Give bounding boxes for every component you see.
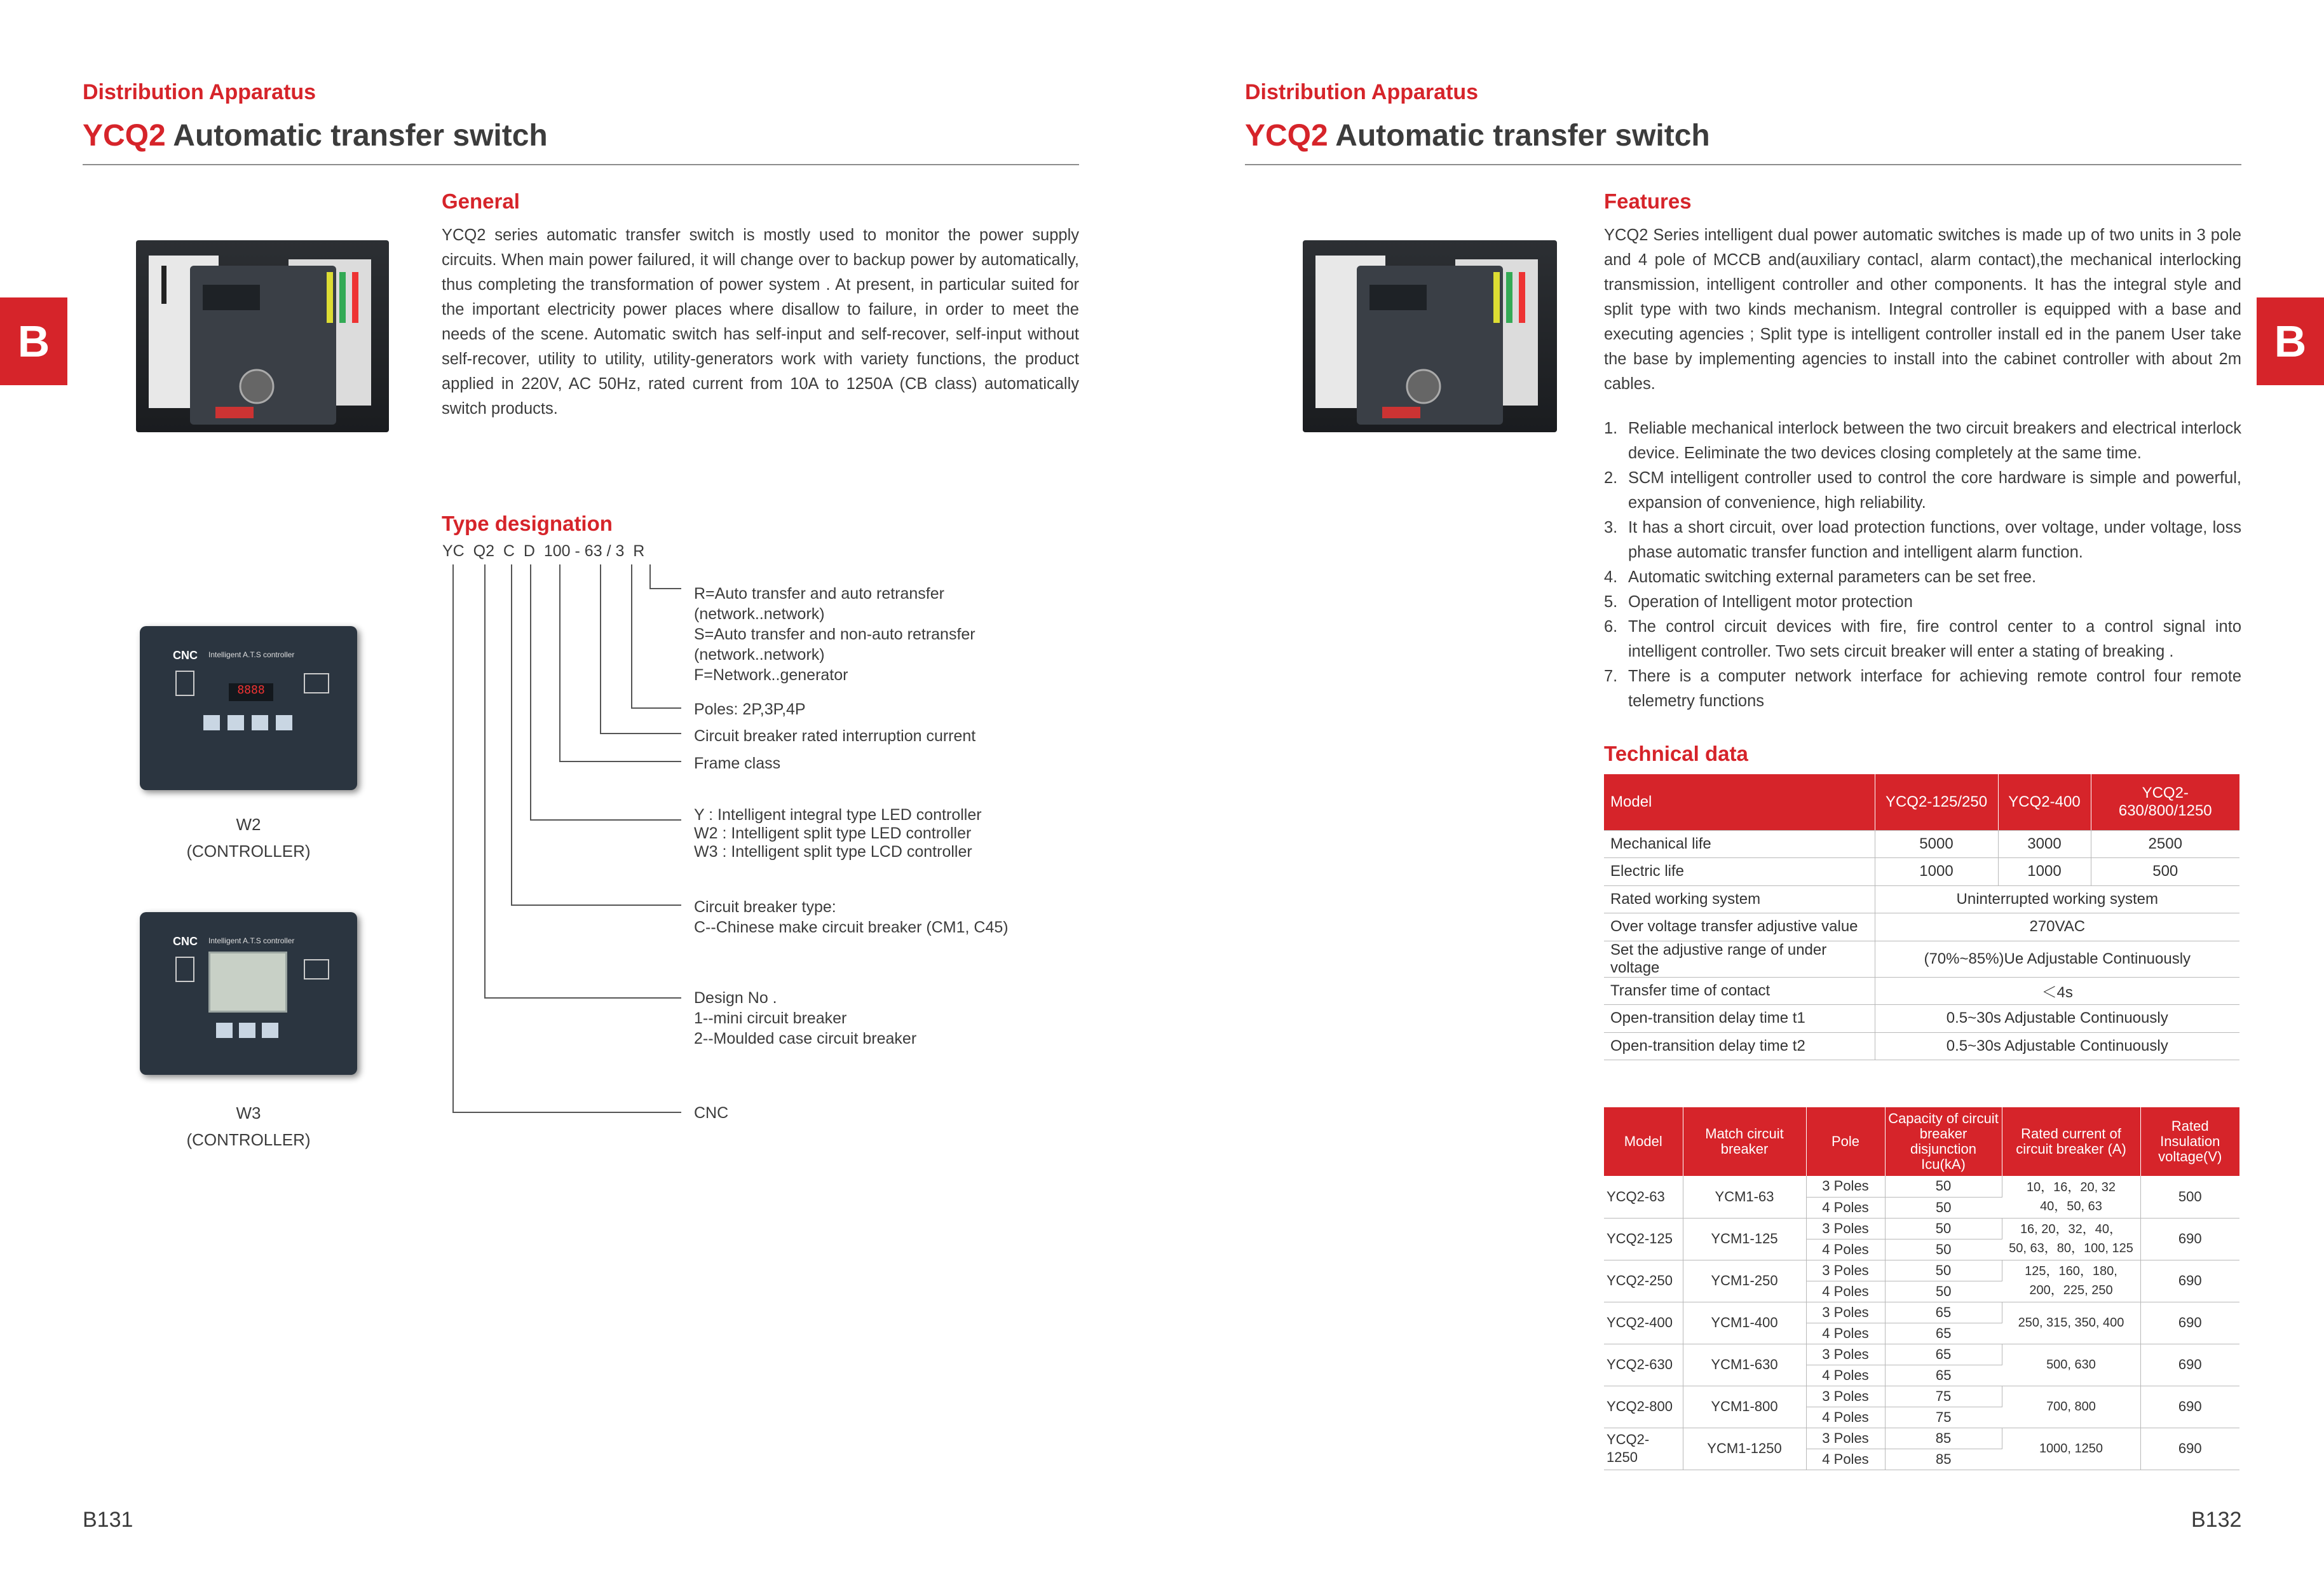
match-capacity: 50 [1885, 1218, 2002, 1239]
match-model: YCQ2-630 [1604, 1344, 1683, 1386]
match-pole: 4 Poles [1806, 1281, 1885, 1302]
w2-button-4 [276, 715, 292, 730]
match-breaker: YCM1-800 [1683, 1386, 1806, 1428]
cell: 3000 [1998, 830, 2091, 858]
desc-interrupt: Circuit breaker rated interruption current [694, 727, 976, 745]
match-model: YCQ2-63 [1604, 1176, 1683, 1218]
match-model: YCQ2-125 [1604, 1218, 1683, 1260]
table-row [1604, 1344, 2239, 1365]
match-header-row [1604, 1107, 2239, 1176]
feature-num: 6. [1604, 618, 1618, 636]
match-breaker: YCM1-1250 [1683, 1428, 1806, 1470]
table-row [1604, 1260, 2239, 1281]
match-current-line: 700, 800 [2046, 1400, 2096, 1414]
w3-label: Intelligent A.T.S controller [208, 936, 295, 945]
match-capacity: 50 [1885, 1239, 2002, 1260]
match-current-line: 250, 315, 350, 400 [2018, 1316, 2124, 1330]
match-capacity: 65 [1885, 1365, 2002, 1386]
w3-controller-image [140, 912, 357, 1075]
table-row [1604, 885, 2239, 913]
desc-design-2: 1--mini circuit breaker [694, 1009, 847, 1027]
feature-item [1604, 664, 2241, 714]
left-title-rule [83, 164, 1079, 165]
table-row [1604, 1302, 2239, 1323]
line-cbtype-h [511, 905, 681, 906]
feature-item [1604, 416, 2241, 466]
cell: 270VAC [1875, 913, 2239, 941]
technical-table [1604, 774, 2239, 1060]
row-label: Open-transition delay time t1 [1604, 1005, 1875, 1033]
desc-cb-type-1: Circuit breaker type: [694, 898, 836, 916]
left-title-text: Automatic transfer switch [173, 119, 548, 153]
match-current-line: 16, 20，32，40， [2020, 1222, 2123, 1236]
left-title-model: YCQ2 [83, 119, 166, 153]
match-capacity: 85 [1885, 1449, 2002, 1470]
match-capacity: 85 [1885, 1428, 2002, 1449]
match-capacity: 50 [1885, 1260, 2002, 1281]
desc-r [694, 584, 975, 685]
feature-text: Operation of Intelligent motor protection [1628, 593, 1913, 611]
match-capacity: 75 [1885, 1407, 2002, 1428]
w2-tower-icon [175, 671, 194, 696]
right-section-tab: B [2257, 297, 2324, 385]
desc-poles: Poles: 2P,3P,4P [694, 700, 806, 718]
match-pole: 3 Poles [1806, 1344, 1885, 1365]
line-design-h [484, 997, 681, 999]
match-breaker: YCM1-630 [1683, 1344, 1806, 1386]
line-r [649, 564, 651, 589]
match-current-line: 40，50, 63 [2040, 1199, 2102, 1213]
w2-button-2 [228, 715, 244, 730]
feature-item [1604, 515, 2241, 565]
w2-button-1 [203, 715, 220, 730]
feature-text: It has a short circuit, over load protection functions, over voltage, under voltage, loss phase automatic transfer function and intelligent alarm function. [1628, 519, 2241, 561]
row-label: Transfer time of contact [1604, 977, 1875, 1005]
w3-generator-icon [304, 959, 329, 980]
match-breaker: YCM1-250 [1683, 1260, 1806, 1302]
mth-current: Rated current of circuit breaker (A) [2002, 1107, 2140, 1176]
match-capacity: 65 [1885, 1344, 2002, 1365]
features-intro: YCQ2 Series intelligent dual power automatic switches is made up of two units in 3 pole and 4 pole of MCCB and(auxiliary contacl, alarm contact),the mechanical interlocking transmission, intelligent controller and other components. It has the integral style and split type with two kinds mechanism. Integral controller is equipped with a base and executing agencies ; Split type is intelligent controller install ed in the panem User take the base by implementing agencies to install into the cabinet controller with about 2m cables. [1604, 226, 2241, 393]
table-row [1604, 1428, 2239, 1449]
code-dash: - [574, 542, 580, 560]
cell: (70%~85%)Ue Adjustable Continuously [1875, 941, 2239, 977]
code-63: 63 [584, 542, 602, 560]
w2-button-3 [252, 715, 268, 730]
mth-breaker: Match circuit breaker [1683, 1107, 1806, 1176]
mth-capacity: Capacity of circuit breaker disjunction Icu(kA) [1885, 1107, 2002, 1176]
match-current-line: 200，225, 250 [2029, 1283, 2113, 1297]
desc-r-5: F=Network..generator [694, 666, 848, 684]
feature-num: 5. [1604, 593, 1618, 611]
match-current-line: 125，160，180, [2025, 1264, 2117, 1278]
desc-controller-w3: W3 : Intelligent split type LCD controller [694, 843, 972, 861]
match-capacity: 65 [1885, 1323, 2002, 1344]
feature-item [1604, 565, 2241, 590]
left-category: Distribution Apparatus [83, 80, 316, 104]
row-label: Open-transition delay time t2 [1604, 1032, 1875, 1060]
feature-num: 7. [1604, 667, 1618, 685]
match-pole: 4 Poles [1806, 1323, 1885, 1344]
feature-text: There is a computer network interface for achieving remote control four remote telemetry functions [1628, 667, 2241, 710]
code-q2: Q2 [473, 542, 494, 560]
cell: ＜4s [1875, 977, 2239, 1005]
desc-controller-y: Y : Intelligent integral type LED controller [694, 806, 982, 824]
line-poles-h [631, 707, 681, 709]
match-pole: 4 Poles [1806, 1407, 1885, 1428]
w3-brand: CNC [173, 935, 198, 948]
match-pole: 4 Poles [1806, 1449, 1885, 1470]
match-pole: 3 Poles [1806, 1176, 1885, 1197]
match-pole: 3 Poles [1806, 1428, 1885, 1449]
table-row [1604, 858, 2239, 886]
match-model: YCQ2-1250 [1604, 1428, 1683, 1470]
table-row [1604, 941, 2239, 977]
match-capacity: 50 [1885, 1176, 2002, 1197]
match-current-line: 1000, 1250 [2039, 1442, 2103, 1456]
desc-frame: Frame class [694, 754, 781, 772]
match-current [2002, 1218, 2140, 1260]
left-page-number: B131 [83, 1508, 133, 1532]
w2-caption [121, 811, 376, 864]
row-label: Rated working system [1604, 885, 1875, 913]
mth-model: Model [1604, 1107, 1683, 1176]
match-breaker: YCM1-125 [1683, 1218, 1806, 1260]
match-voltage: 690 [2140, 1386, 2239, 1428]
feature-item [1604, 466, 2241, 515]
w2-caption-sub: (CONTROLLER) [186, 842, 311, 861]
match-pole: 4 Poles [1806, 1197, 1885, 1218]
right-page-title [1245, 118, 1710, 153]
line-frame [559, 564, 561, 761]
code-c: C [503, 542, 515, 560]
line-cnc-h [452, 1112, 681, 1113]
match-model: YCQ2-800 [1604, 1386, 1683, 1428]
match-voltage: 690 [2140, 1218, 2239, 1260]
table-row [1604, 1005, 2239, 1033]
w3-caption [121, 1100, 376, 1153]
desc-r-1: R=Auto transfer and auto retransfer [694, 585, 944, 603]
line-poles [631, 564, 632, 708]
line-controller [530, 564, 531, 820]
type-code [442, 542, 644, 561]
w3-button-3 [262, 1023, 278, 1038]
feature-num: 1. [1604, 420, 1618, 437]
w3-lcd-display [208, 952, 287, 1013]
feature-text: SCM intelligent controller used to control the core hardware is simple and powerful, expansion of convenience, high reliability. [1628, 469, 2241, 512]
table-row [1604, 977, 2239, 1005]
code-r: R [633, 542, 645, 560]
w2-controller-image [140, 626, 357, 790]
left-product-photo [136, 240, 389, 432]
row-label: Mechanical life [1604, 830, 1875, 858]
match-pole: 3 Poles [1806, 1302, 1885, 1323]
right-product-photo [1303, 240, 1557, 432]
general-text: YCQ2 series automatic transfer switch is mostly used to monitor the power supply circuits. When main power failured, it will change over to backup power by automatically, thus completing the transformation of power system . At present, in particular suited for the important electricity power places where disallow to failure, in order to meet the needs of the scene. Automatic switch has self-input and self-recover, self-input without self-recover, utility to utility, utility-generators work with variety functions, the product applied in 220V, AC 50Hz, rated current from 10A to 1250A (CB class) automatically switch products. [442, 226, 1079, 418]
ats-switch-image [136, 240, 389, 432]
feature-item [1604, 615, 2241, 664]
match-current [2002, 1344, 2140, 1386]
match-pole: 4 Poles [1806, 1365, 1885, 1386]
row-label: Set the adjustive range of under voltage [1604, 941, 1875, 977]
match-table [1604, 1107, 2239, 1470]
desc-r-4: (network..network) [694, 646, 825, 664]
desc-design-1: Design No . [694, 989, 777, 1007]
right-page-number: B132 [2191, 1508, 2242, 1532]
line-cnc [452, 564, 454, 1112]
cell: Uninterrupted working system [1875, 885, 2239, 913]
row-label: Over voltage transfer adjustive value [1604, 913, 1875, 941]
ats-switch-image-2 [1303, 240, 1557, 432]
desc-design-3: 2--Moulded case circuit breaker [694, 1030, 917, 1048]
line-frame-h [559, 761, 681, 762]
match-current-line: 500, 630 [2046, 1358, 2096, 1372]
w3-caption-sub: (CONTROLLER) [186, 1130, 311, 1149]
match-model: YCQ2-400 [1604, 1302, 1683, 1344]
match-voltage: 500 [2140, 1176, 2239, 1218]
mth-voltage: Rated Insulation voltage(V) [2140, 1107, 2239, 1176]
line-controller-h [530, 819, 681, 821]
match-voltage: 690 [2140, 1260, 2239, 1302]
match-pole: 4 Poles [1806, 1239, 1885, 1260]
code-slash: / [606, 542, 611, 560]
line-interrupt-h [600, 733, 681, 734]
match-current [2002, 1428, 2140, 1470]
right-title-model: YCQ2 [1245, 119, 1328, 153]
th-model: Model [1604, 774, 1875, 830]
match-pole: 3 Poles [1806, 1218, 1885, 1239]
table-row [1604, 1032, 2239, 1060]
match-pole: 3 Poles [1806, 1386, 1885, 1407]
technical-heading: Technical data [1604, 742, 1748, 765]
feature-num: 4. [1604, 568, 1618, 586]
cell: 500 [2091, 858, 2239, 886]
match-breaker: YCM1-400 [1683, 1302, 1806, 1344]
features-list [1604, 416, 2241, 714]
code-d: D [523, 542, 535, 560]
table-row [1604, 830, 2239, 858]
desc-design [694, 988, 916, 1049]
table-row [1604, 1176, 2239, 1197]
th-125-250: YCQ2-125/250 [1875, 774, 1998, 830]
th-630-1250: YCQ2-630/800/1250 [2091, 774, 2239, 830]
cell: 1000 [1998, 858, 2091, 886]
right-title-rule [1245, 164, 2241, 165]
code-yc: YC [442, 542, 465, 560]
line-design [484, 564, 486, 998]
match-voltage: 690 [2140, 1344, 2239, 1386]
left-page-title [83, 118, 548, 153]
cell: 1000 [1875, 858, 1998, 886]
th-400: YCQ2-400 [1998, 774, 2091, 830]
cell: 0.5~30s Adjustable Continuously [1875, 1005, 2239, 1033]
line-cbtype [511, 564, 512, 905]
match-capacity: 65 [1885, 1302, 2002, 1323]
match-voltage: 690 [2140, 1428, 2239, 1470]
left-section-tab: B [0, 297, 67, 385]
match-current [2002, 1302, 2140, 1344]
desc-cb-type-2: C--Chinese make circuit breaker (CM1, C45) [694, 918, 1009, 936]
match-capacity: 50 [1885, 1197, 2002, 1218]
mth-pole: Pole [1806, 1107, 1885, 1176]
right-category: Distribution Apparatus [1245, 80, 1479, 104]
w2-brand: CNC [173, 649, 198, 662]
match-voltage: 690 [2140, 1302, 2239, 1344]
match-current [2002, 1176, 2140, 1218]
cell: 0.5~30s Adjustable Continuously [1875, 1032, 2239, 1060]
general-heading: General [442, 189, 520, 213]
match-current [2002, 1260, 2140, 1302]
technical-header-row [1604, 774, 2239, 830]
line-r-h [649, 588, 681, 589]
w3-button-2 [239, 1023, 255, 1038]
desc-cb-type [694, 897, 1009, 938]
table-row [1604, 1386, 2239, 1407]
w2-caption-name: W2 [236, 815, 261, 834]
match-breaker: YCM1-63 [1683, 1176, 1806, 1218]
feature-text: Automatic switching external parameters can be set free. [1628, 568, 2037, 586]
match-current [2002, 1386, 2140, 1428]
desc-r-2: (network..network) [694, 605, 825, 623]
feature-item [1604, 590, 2241, 615]
right-title-text: Automatic transfer switch [1335, 119, 1710, 153]
code-100: 100 [543, 542, 571, 560]
desc-cnc: CNC [694, 1104, 729, 1122]
desc-controller-w2: W2 : Intelligent split type LED controller [694, 824, 972, 842]
row-label: Electric life [1604, 858, 1875, 886]
match-model: YCQ2-250 [1604, 1260, 1683, 1302]
match-capacity: 50 [1885, 1281, 2002, 1302]
w2-display: 8888 [229, 683, 273, 701]
w3-caption-name: W3 [236, 1103, 261, 1123]
match-capacity: 75 [1885, 1386, 2002, 1407]
cell: 2500 [2091, 830, 2239, 858]
desc-controller [694, 806, 982, 861]
w2-generator-icon [304, 673, 329, 693]
match-pole: 3 Poles [1806, 1260, 1885, 1281]
match-current-line: 10，16，20, 32 [2026, 1180, 2116, 1194]
table-row [1604, 913, 2239, 941]
table-row [1604, 1218, 2239, 1239]
feature-num: 2. [1604, 469, 1618, 487]
type-designation-heading: Type designation [442, 512, 613, 535]
feature-text: Reliable mechanical interlock between the two circuit breakers and electrical interlock device. Eeliminate the two devices closing completely at the same time. [1628, 420, 2241, 462]
cell: 5000 [1875, 830, 1998, 858]
w3-tower-icon [175, 957, 194, 982]
feature-text: The control circuit devices with fire, fire control center to a control signal into intelligent controller. Two sets circuit breaker will enter a stating of breaking . [1628, 618, 2241, 660]
match-current-line: 50, 63，80，100, 125 [2009, 1241, 2133, 1255]
code-3: 3 [615, 542, 625, 560]
line-interrupt [600, 564, 601, 734]
desc-r-3: S=Auto transfer and non-auto retransfer [694, 625, 975, 643]
feature-num: 3. [1604, 519, 1618, 536]
w2-label: Intelligent A.T.S controller [208, 650, 295, 659]
features-heading: Features [1604, 189, 1692, 213]
w3-button-1 [216, 1023, 233, 1038]
